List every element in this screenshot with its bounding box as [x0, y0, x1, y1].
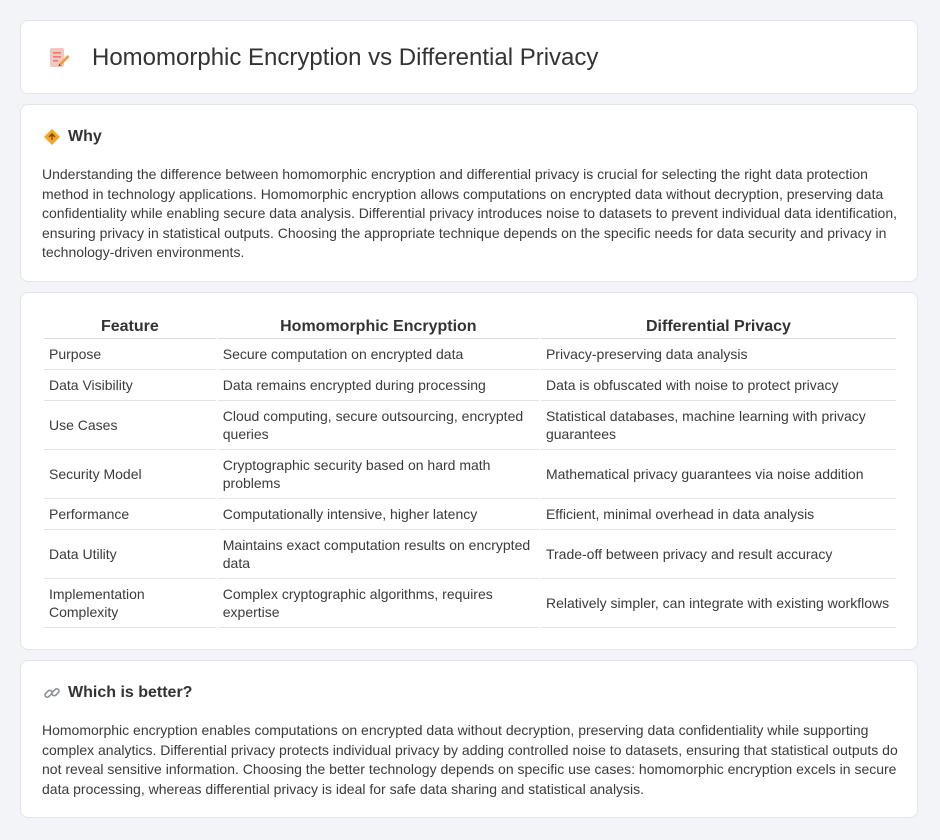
table-row — [44, 579, 896, 628]
differential-cell: Trade-off between privacy and result accuracy — [541, 530, 896, 579]
table-row — [44, 530, 896, 579]
feature-cell: Use Cases — [44, 401, 216, 450]
diamond-sign-icon — [43, 128, 61, 146]
comparison-section — [20, 292, 918, 650]
feature-cell: Purpose — [44, 339, 216, 370]
better-title: Which is better? — [68, 684, 193, 701]
differential-cell: Mathematical privacy guarantees via noise addition — [541, 450, 896, 499]
table-row — [44, 499, 896, 530]
table-row — [44, 370, 896, 401]
feature-cell: Security Model — [44, 450, 216, 499]
homomorphic-cell: Computationally intensive, higher latency — [218, 499, 539, 530]
homomorphic-cell: Maintains exact computation results on encrypted data — [218, 530, 539, 579]
homomorphic-cell: Data remains encrypted during processing — [218, 370, 539, 401]
better-body: Homomorphic encryption enables computations on encrypted data without decryption, preserving data confidentiality while supporting complex analytics. Differential privacy protects individual privacy by adding controlled noise to datasets, ensuring that statistical outputs do not reveal sensitive information. Choosing the better technology depends on specific use cases: homomorphic encryption excels in secure data processing, whereas differential privacy is ideal for safe data sharing and statistical analysis. — [42, 722, 898, 797]
feature-cell: Data Utility — [44, 530, 216, 579]
homomorphic-cell: Complex cryptographic algorithms, requires expertise — [218, 579, 539, 628]
differential-cell: Privacy-preserving data analysis — [541, 339, 896, 370]
which-is-better-section — [20, 660, 918, 818]
table-row — [44, 339, 896, 370]
differential-cell: Efficient, minimal overhead in data analysis — [541, 499, 896, 530]
table-header-row — [44, 316, 896, 339]
feature-cell: Implementation Complexity — [44, 579, 216, 628]
table-row — [44, 450, 896, 499]
title-card — [20, 20, 918, 94]
why-section — [20, 104, 918, 282]
comparison-table — [42, 316, 898, 628]
homomorphic-cell: Cloud computing, secure outsourcing, encrypted queries — [218, 401, 539, 450]
feature-cell: Data Visibility — [44, 370, 216, 401]
why-title: Why — [68, 128, 102, 145]
better-heading — [43, 682, 192, 704]
header-homomorphic-encryption: Homomorphic Encryption — [218, 316, 539, 339]
table-row — [44, 401, 896, 450]
homomorphic-cell: Cryptographic security based on hard math problems — [218, 450, 539, 499]
why-body: Understanding the difference between homomorphic encryption and differential privacy is crucial for selecting the right data protection method in technology applications. Homomorphic encryption allows computations on encrypted data without decryption, preserving data confidentiality while enabling secure data analysis. Differential privacy introduces noise to datasets to prevent individual data identification, ensuring privacy in statistical outputs. Choosing the appropriate technique depends on the specific needs for data security and privacy in technology-driven environments. — [42, 166, 898, 260]
why-heading — [43, 126, 102, 148]
page-title: Homomorphic Encryption vs Differential Privacy — [92, 44, 599, 71]
header-differential-privacy: Differential Privacy — [541, 316, 896, 339]
differential-cell: Data is obfuscated with noise to protect privacy — [541, 370, 896, 401]
differential-cell: Statistical databases, machine learning with privacy guarantees — [541, 401, 896, 450]
header-feature: Feature — [44, 316, 216, 339]
homomorphic-cell: Secure computation on encrypted data — [218, 339, 539, 370]
differential-cell: Relatively simpler, can integrate with existing workflows — [541, 579, 896, 628]
link-icon — [43, 684, 61, 702]
document-pencil-icon — [47, 46, 71, 70]
feature-cell: Performance — [44, 499, 216, 530]
